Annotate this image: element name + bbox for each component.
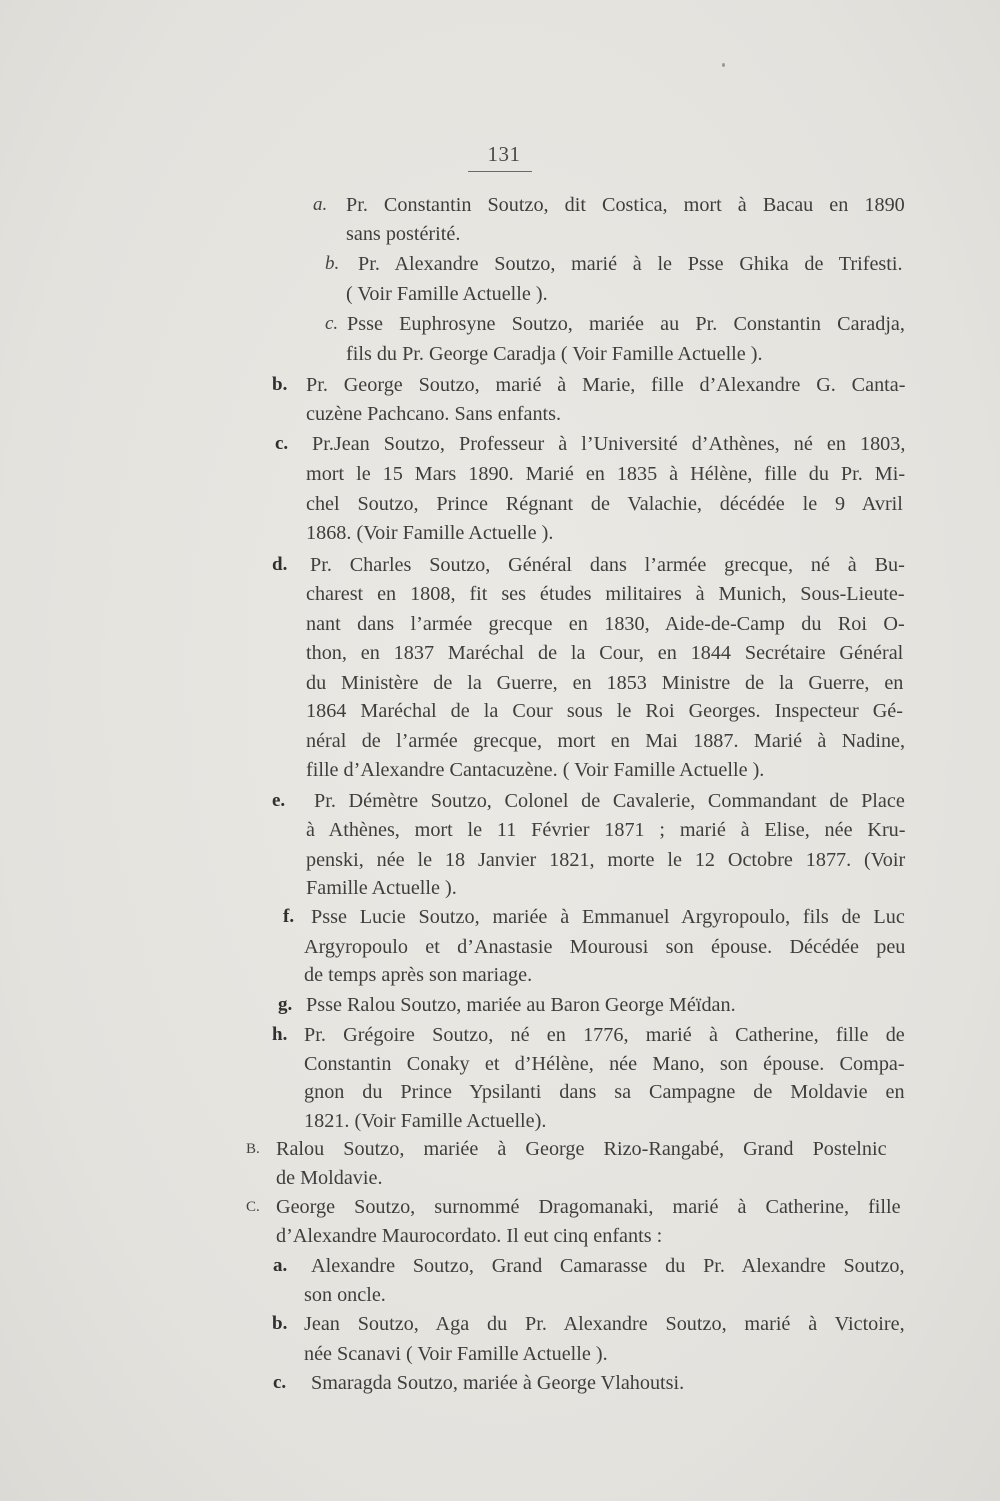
text-line: Psse Euphrosyne Soutzo, mariée au Pr. Constantin Caradja, [347, 313, 905, 335]
text-line: Jean Soutzo, Aga du Pr. Alexandre Soutzo, marié à Victoire, [304, 1313, 905, 1335]
text-line: née Scanavi ( Voir Famille Actuelle ). [304, 1343, 608, 1365]
text-line: Pr. Charles Soutzo, Général dans l’armée grecque, né à Bu- [310, 554, 905, 576]
text-line: penski, née le 18 Janvier 1821, morte le 12 Octobre 1877. (Voir [306, 849, 906, 871]
text-line: fils du Pr. George Caradja ( Voir Famille Actuelle ). [346, 343, 763, 365]
entry-marker: g. [278, 994, 293, 1015]
text-line: du Ministère de la Guerre, en 1853 Ministre de la Guerre, en [306, 672, 904, 694]
entry-marker: h. [272, 1024, 288, 1045]
text-line: mort le 15 Mars 1890. Marié en 1835 à Hélène, fille du Pr. Mi- [306, 463, 906, 485]
entry-marker: f. [283, 906, 295, 927]
text-line: fille d’Alexandre Cantacuzène. ( Voir Famille Actuelle ). [306, 759, 765, 781]
text-line: son oncle. [304, 1284, 386, 1306]
entry-marker: b. [272, 374, 288, 395]
text-line: nant dans l’armée grecque en 1830, Aide-de-Camp du Roi O- [306, 613, 905, 635]
text-line: chel Soutzo, Prince Régnant de Valachie, décédée le 9 Avril [306, 493, 903, 515]
text-line: 1864 Maréchal de la Cour sous le Roi Georges. Inspecteur Gé- [306, 700, 903, 722]
text-line: Pr. Alexandre Soutzo, marié à le Psse Ghika de Trifesti. [358, 253, 903, 275]
text-line: Pr. George Soutzo, marié à Marie, fille d’Alexandre G. Canta- [306, 374, 906, 396]
text-line: Pr. Constantin Soutzo, dit Costica, mort à Bacau en 1890 [346, 194, 905, 216]
text-line: Famille Actuelle ). [306, 877, 457, 899]
text-line: d’Alexandre Maurocordato. Il eut cinq enfants : [276, 1225, 663, 1247]
text-line: Pr.Jean Soutzo, Professeur à l’Université d’Athènes, né en 1803, [312, 433, 906, 455]
page-number-rule [468, 171, 532, 172]
text-line: sans postérité. [346, 223, 461, 245]
entry-marker: b. [325, 253, 340, 274]
text-line: Ralou Soutzo, mariée à George Rizo-Rangabé, Grand Postelnic [276, 1138, 887, 1160]
page-number: 131 [487, 142, 521, 166]
text-line: néral de l’armée grecque, mort en Mai 1887. Marié à Nadine, [306, 730, 906, 752]
text-line: thon, en 1837 Maréchal de la Cour, en 1844 Secrétaire Général [306, 642, 904, 664]
text-line: gnon du Prince Ypsilanti dans sa Campagne de Moldavie en [304, 1081, 905, 1103]
entry-marker: c. [325, 313, 339, 334]
entry-marker: a. [273, 1255, 288, 1276]
text-line: de Moldavie. [276, 1167, 383, 1189]
text-line: Psse Lucie Soutzo, mariée à Emmanuel Argyropoulo, fils de Luc [311, 906, 905, 928]
text-line: Argyropoulo et d’Anastasie Mourousi son épouse. Décédée peu [304, 936, 906, 958]
entry-marker: b. [272, 1313, 288, 1334]
text-line: ( Voir Famille Actuelle ). [346, 283, 548, 305]
text-line: cuzène Pachcano. Sans enfants. [306, 403, 562, 425]
text-line: 1868. (Voir Famille Actuelle ). [306, 522, 554, 544]
entry-marker: a. [313, 194, 328, 215]
entry-marker: c. [273, 1372, 287, 1393]
text-line: à Athènes, mort le 11 Février 1871 ; marié à Elise, née Kru- [306, 819, 906, 841]
entry-marker: c. [275, 433, 289, 454]
entry-marker: C. [246, 1199, 260, 1215]
ink-speck [722, 63, 725, 67]
entry-marker: d. [272, 554, 288, 575]
text-line: Smaragda Soutzo, mariée à George Vlahoutsi. [311, 1372, 685, 1394]
entry-marker: B. [246, 1141, 260, 1157]
text-line: Constantin Conaky et d’Hélène, née Mano, son épouse. Compa- [304, 1053, 905, 1075]
text-line: Pr. Démètre Soutzo, Colonel de Cavalerie, Commandant de Place [314, 790, 905, 812]
text-line: charest en 1808, fit ses études militaires à Munich, Sous-Lieute- [306, 583, 905, 605]
text-line: George Soutzo, surnommé Dragomanaki, marié à Catherine, fille [276, 1196, 901, 1218]
text-line: de temps après son mariage. [304, 964, 533, 986]
text-line: Psse Ralou Soutzo, mariée au Baron George Méïdan. [306, 994, 736, 1016]
text-line: Pr. Grégoire Soutzo, né en 1776, marié à Catherine, fille de [304, 1024, 905, 1046]
entry-marker: e. [272, 790, 286, 811]
text-line: 1821. (Voir Famille Actuelle). [304, 1110, 547, 1132]
text-line: Alexandre Soutzo, Grand Camarasse du Pr. Alexandre Soutzo, [311, 1255, 905, 1277]
